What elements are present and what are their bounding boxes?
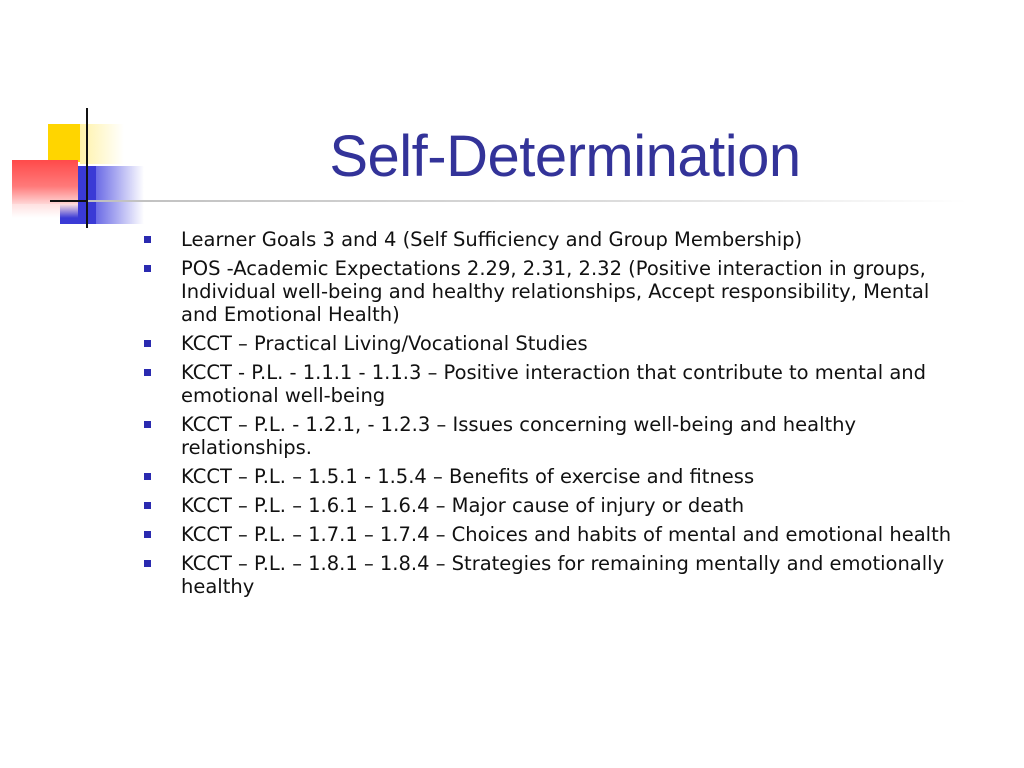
bullet-square-icon xyxy=(144,421,151,428)
bullet-text: KCCT – P.L. – 1.5.1 - 1.5.4 – Benefits of exercise and fitness xyxy=(181,465,755,488)
slide-title: Self-Determination xyxy=(329,124,801,189)
bullet-item xyxy=(142,465,972,488)
bullet-item xyxy=(142,413,972,459)
bullet-square-icon xyxy=(144,265,151,272)
red-square xyxy=(12,160,78,204)
bullet-square-icon xyxy=(144,340,151,347)
bullet-square-icon xyxy=(144,531,151,538)
bullet-item xyxy=(142,361,972,407)
bullet-text: KCCT – P.L. – 1.6.1 – 1.6.4 – Major cause of injury or death xyxy=(181,494,745,517)
title-divider xyxy=(88,200,968,202)
bullet-square-icon xyxy=(144,369,151,376)
bullet-text: KCCT – P.L. – 1.7.1 – 1.7.4 – Choices and habits of mental and emotional health xyxy=(181,523,952,546)
bullet-item xyxy=(142,257,972,326)
bullet-square-icon xyxy=(144,473,151,480)
bullet-text: POS -Academic Expectations 2.29, 2.31, 2.32 (Positive interaction in groups, Individual well-being and healthy relationships, Accept responsibility, Mental and Emotional Health) xyxy=(181,257,930,326)
bullet-text: KCCT - P.L. - 1.1.1 - 1.1.3 – Positive interaction that contribute to mental and emotional well-being xyxy=(181,361,927,407)
red-fade-block xyxy=(12,204,78,218)
bullet-text: KCCT – P.L. - 1.2.1, - 1.2.3 – Issues concerning well-being and healthy relationships. xyxy=(181,413,857,459)
bullet-item xyxy=(142,228,972,251)
bullet-text: KCCT – P.L. – 1.8.1 – 1.8.4 – Strategies for remaining mentally and emotionally healthy xyxy=(181,552,945,598)
bullet-square-icon xyxy=(144,560,151,567)
blue-fade-block xyxy=(96,166,144,224)
bullet-square-icon xyxy=(144,502,151,509)
bullet-text: KCCT – Practical Living/Vocational Studies xyxy=(181,332,588,355)
bullet-item xyxy=(142,494,972,517)
bullet-list xyxy=(142,228,972,604)
bullet-text: Learner Goals 3 and 4 (Self Sufficiency and Group Membership) xyxy=(181,228,803,251)
yellow-square xyxy=(48,124,80,162)
bullet-item xyxy=(142,552,972,598)
bullet-square-icon xyxy=(144,236,151,243)
decorative-corner-graphic xyxy=(0,0,160,240)
bullet-item xyxy=(142,523,972,546)
bullet-item xyxy=(142,332,972,355)
vertical-line xyxy=(86,108,88,228)
